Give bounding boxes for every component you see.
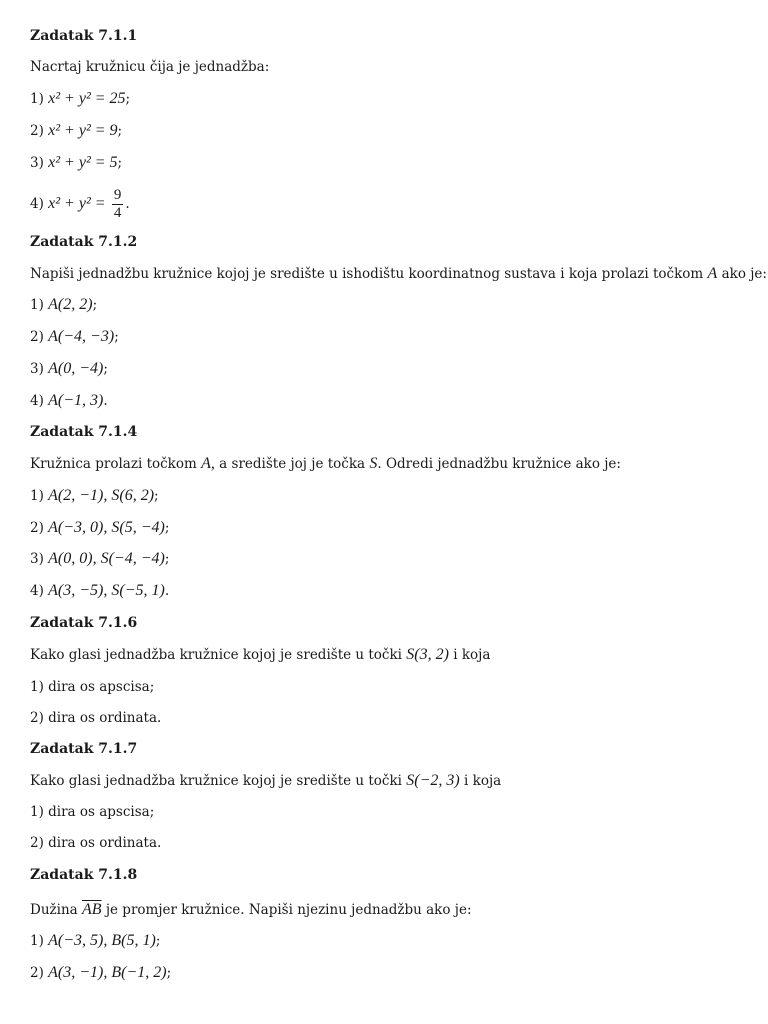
item-end: ; bbox=[114, 329, 119, 345]
item-number: 3) bbox=[30, 551, 44, 567]
math-segment: $\overline{AB}$ bbox=[82, 901, 102, 918]
list-item bbox=[30, 121, 122, 141]
item-end: ; bbox=[166, 965, 172, 981]
item-expression: A(−3, 0), S(5, −4) bbox=[48, 519, 165, 536]
list-item bbox=[30, 186, 130, 222]
item-expression: x² + y² = bbox=[48, 195, 106, 212]
item-expression: A(0, −4) bbox=[48, 360, 104, 377]
item-number: 2) bbox=[30, 520, 44, 536]
list-item bbox=[30, 486, 159, 506]
item-end: ; bbox=[154, 488, 159, 504]
section-heading: Zadatak 7.1.6 bbox=[30, 615, 138, 631]
list-item bbox=[30, 327, 119, 347]
section-intro: Napiši jednadžbu kružnice kojoj je središte u ishodištu koordinatnog sustava i koja prolazi točkom A ako je: bbox=[30, 265, 767, 282]
list-item bbox=[30, 391, 108, 411]
math-variable: A bbox=[707, 265, 718, 282]
item-expression: x² + y² = 9 bbox=[48, 122, 118, 139]
item-expression: A(3, −1), B(−1, 2) bbox=[48, 964, 167, 981]
list-item bbox=[30, 359, 108, 379]
item-number: 4) bbox=[30, 393, 44, 409]
item-expression: A(3, −5), S(−5, 1) bbox=[48, 582, 165, 599]
section-intro: Nacrtaj kružnicu čija je jednadžba: bbox=[30, 59, 270, 75]
item-number: 3) bbox=[30, 155, 44, 171]
item-number: 1) bbox=[30, 91, 44, 107]
section-heading: Zadatak 7.1.4 bbox=[30, 424, 138, 440]
section-heading: Zadatak 7.1.2 bbox=[30, 234, 138, 250]
list-item bbox=[30, 89, 130, 109]
section-heading: Zadatak 7.1.8 bbox=[30, 867, 138, 883]
item-expression: x² + y² = 25 bbox=[48, 90, 126, 107]
list-item bbox=[30, 153, 122, 173]
item-number: 1) bbox=[30, 488, 44, 504]
item-number: 2) bbox=[30, 329, 44, 345]
item-expression: A(0, 0), S(−4, −4) bbox=[48, 550, 165, 567]
list-item bbox=[30, 963, 171, 983]
item-expression: A(−3, 5), B(5, 1) bbox=[48, 932, 156, 949]
list-item bbox=[30, 549, 169, 569]
item-number: 4) bbox=[30, 196, 44, 212]
list-item bbox=[30, 295, 97, 315]
item-number: 2) bbox=[30, 965, 44, 981]
item-number: 2) bbox=[30, 123, 44, 139]
math-variable: S(3, 2) bbox=[406, 646, 449, 663]
list-item: 2) dira os ordinata. bbox=[30, 710, 162, 726]
item-expression: A(2, −1), S(6, 2) bbox=[48, 487, 155, 504]
section-intro: Kako glasi jednadžba kružnice kojoj je središte u točki S(3, 2) i koja bbox=[30, 646, 491, 663]
section-intro: Dužina $\overline{AB}$ je promjer kružnice. Napiši njezinu jednadžbu ako je: bbox=[30, 901, 472, 918]
fraction bbox=[112, 187, 124, 222]
item-end: ; bbox=[164, 520, 170, 536]
list-item: 1) dira os apscisa; bbox=[30, 804, 155, 820]
item-number: 4) bbox=[30, 583, 44, 599]
item-end: ; bbox=[92, 297, 98, 313]
list-item bbox=[30, 931, 160, 951]
item-expression: A(−1, 3) bbox=[48, 392, 104, 409]
item-expression: x² + y² = 5 bbox=[48, 154, 118, 171]
item-number: 1) bbox=[30, 933, 44, 949]
fraction-denominator: 4 bbox=[113, 205, 122, 221]
list-item: 1) dira os apscisa; bbox=[30, 679, 155, 695]
item-end: . bbox=[125, 196, 130, 212]
section-heading: Zadatak 7.1.1 bbox=[30, 28, 138, 44]
item-end: ; bbox=[125, 91, 131, 107]
item-expression: A(2, 2) bbox=[48, 296, 93, 313]
section-intro: Kružnica prolazi točkom A, a središte joj je točka S. Odredi jednadžbu kružnice ako je: bbox=[30, 455, 621, 472]
section-heading: Zadatak 7.1.7 bbox=[30, 741, 138, 757]
fraction-numerator: 9 bbox=[113, 187, 122, 203]
item-end: ; bbox=[164, 551, 170, 567]
item-end: ; bbox=[103, 361, 108, 377]
list-item bbox=[30, 581, 169, 601]
item-end: . bbox=[103, 393, 108, 409]
item-end: ; bbox=[117, 123, 123, 139]
item-number: 3) bbox=[30, 361, 44, 377]
item-expression: A(−4, −3) bbox=[48, 328, 115, 345]
item-end: ; bbox=[155, 933, 161, 949]
item-end: . bbox=[164, 583, 170, 599]
math-variable: A, bbox=[201, 455, 215, 472]
math-variable: S(−2, 3) bbox=[406, 772, 460, 789]
section-intro: Kako glasi jednadžba kružnice kojoj je središte u točki S(−2, 3) i koja bbox=[30, 772, 502, 789]
list-item: 2) dira os ordinata. bbox=[30, 835, 162, 851]
item-end: ; bbox=[117, 155, 123, 171]
item-number: 1) bbox=[30, 297, 44, 313]
list-item bbox=[30, 518, 169, 538]
math-variable: S bbox=[369, 455, 378, 472]
